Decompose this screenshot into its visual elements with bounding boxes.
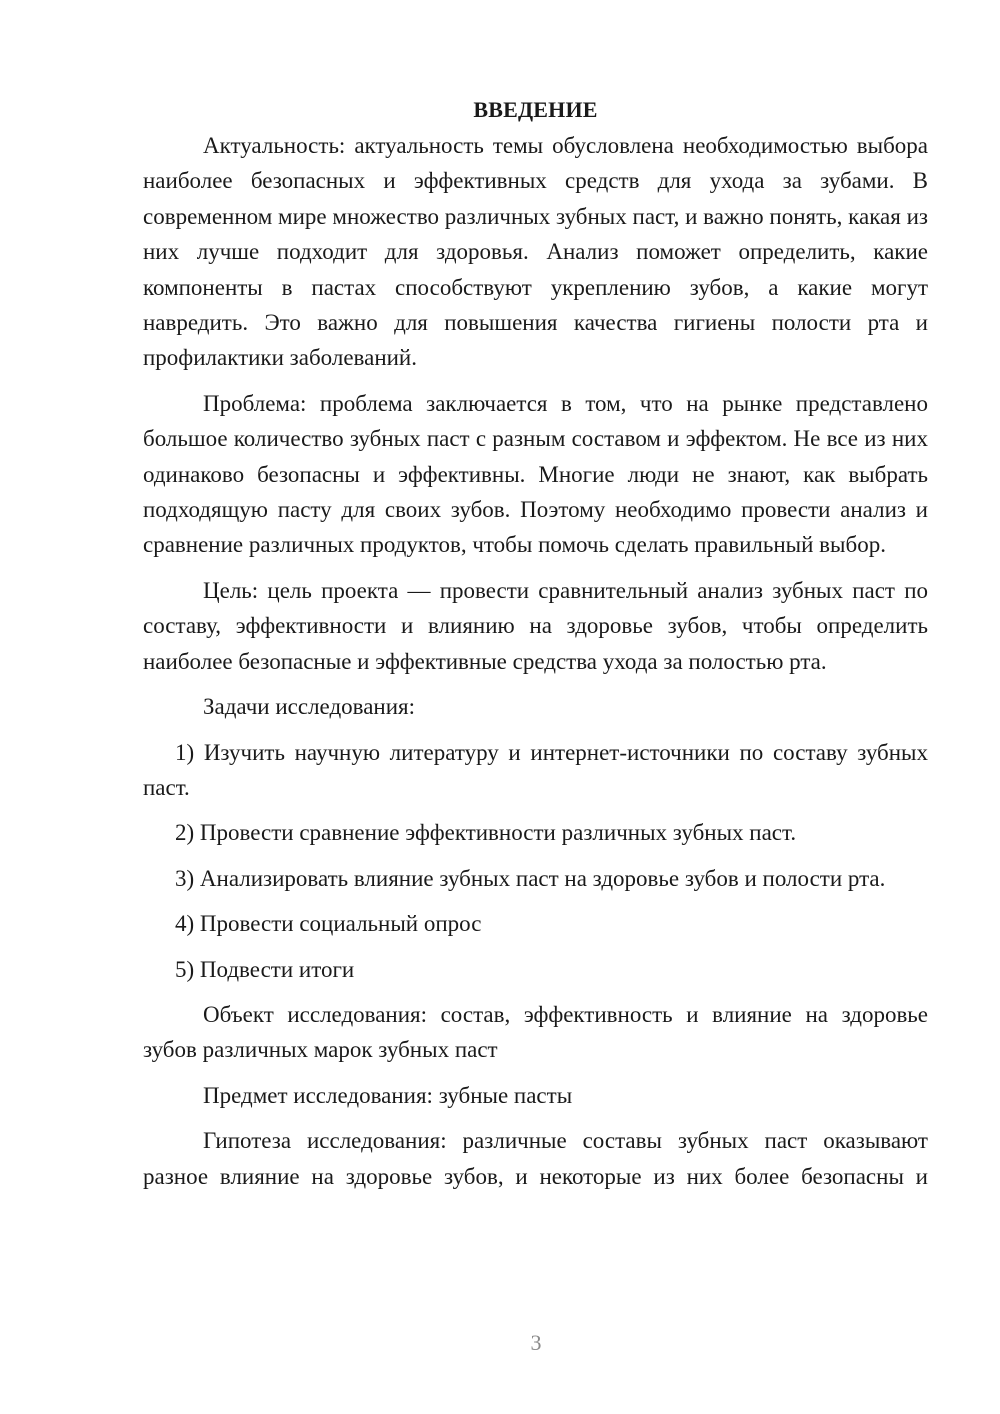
paragraph-problem: Проблема: проблема заключается в том, что на рынке представлено большое количество зубных паст с разным составом и эффектом. Не все из них одинаково безопасны и эффективны. Многие люди не знают, как выбрать подходящую пасту для своих зубов. Поэтому необходимо провести анализ и сравнение различных продуктов, чтобы помочь сделать правильный выбор. <box>143 390 928 558</box>
paragraph-relevance: Актуальность: актуальность темы обусловлена необходимостью выбора наиболее безопасных и эффективных средств для ухода за зубами. В современном мире множество различных зубных паст, и важно понять, какая из них лучше подходит для здоровья. Анализ поможет определить, какие компоненты в пастах способствуют укреплению зубов, а какие могут навредить. Это важно для повышения качества гигиены полости рта и профилактики заболеваний. <box>143 133 928 371</box>
paragraph-hypothesis: Гипотеза исследования: различные составы зубных паст оказывают разное влияние на здоровье зубов, и некоторые из них более безопасны и <box>143 1128 928 1189</box>
task-item-5: 5) Подвести итоги <box>175 956 355 982</box>
paragraph-tasks-heading: Задачи исследования: <box>203 694 416 720</box>
document-page <box>143 92 928 1204</box>
section-heading: ВВЕДЕНИЕ <box>473 97 598 122</box>
paragraph-subject: Предмет исследования: зубные пасты <box>203 1082 573 1108</box>
task-item-3: 3) Анализировать влияние зубных паст на здоровье зубов и полости рта. <box>175 865 886 891</box>
task-item-1: 1) Изучить научную литературу и интернет-источники по составу зубных паст. <box>143 739 928 800</box>
paragraph-goal: Цель: цель проекта — провести сравнительный анализ зубных паст по составу, эффективности и влиянию на здоровье зубов, чтобы определить наиболее безопасные и эффективные средства ухода за полостью рта. <box>143 577 928 674</box>
task-item-4: 4) Провести социальный опрос <box>175 911 482 937</box>
task-item-2: 2) Провести сравнение эффективности различных зубных паст. <box>175 820 797 846</box>
paragraph-object: Объект исследования: состав, эффективность и влияние на здоровье зубов различных марок зубных паст <box>143 1001 928 1063</box>
page-number: 3 <box>530 1330 542 1355</box>
